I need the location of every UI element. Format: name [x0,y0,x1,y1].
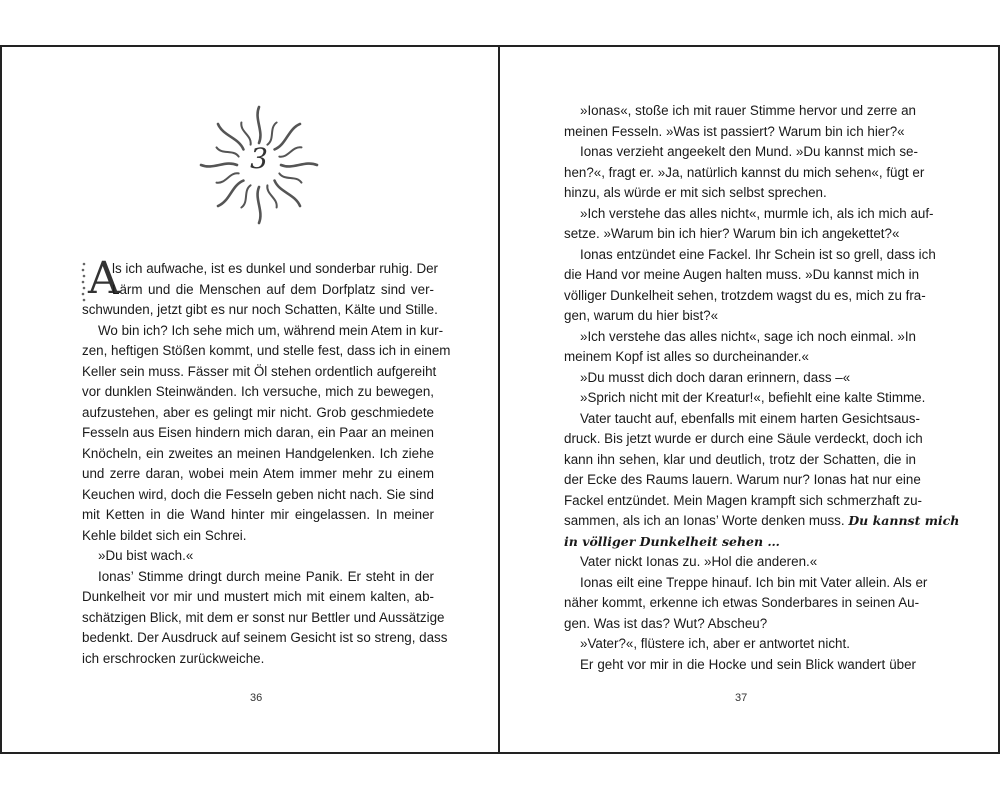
sun-ray [258,187,261,223]
text-line: Ionas entzündet eine Fackel. Ihr Schein ist so grell, dass ich [580,246,936,262]
text-line: »Sprich nicht mit der Kreatur!«, befiehlt eine kalte Stimme. [580,390,926,405]
text-line: Dunkelheit vor mir und mustert mich mit einem kalten, ab- [82,589,434,604]
text-line: setze. »Warum bin ich hier? Warum bin ich angekettet?« [564,226,900,241]
text-line: »Du bist wach.« [98,548,194,563]
text-line: Fackel entzündet. Mein Magen krampft sich schmerzhaft zu- [564,492,922,508]
text-line: schwunden, jetzt gibt es nur noch Schatten, Kälte und Stille. [82,302,438,317]
chapter-ornament [196,104,322,226]
text-line: Vater nickt Ionas zu. »Hol die anderen.« [580,554,818,569]
sun-ray [275,181,300,206]
text-line: Er geht vor mir in die Hocke und sein Blick wandert über [580,656,916,672]
text-line: sammen, als ich an Ionas’ Worte denken muss. Du kannst mich [564,513,960,528]
text-line: »Du musst dich doch daran erinnern, dass –« [580,369,851,385]
text-line: Wo bin ich? Ich sehe mich um, während mein Atem in kur- [98,322,444,338]
text-line: mit Ketten in die Wand hinter mir eingelassen. In meiner [82,507,434,522]
right-page-text [564,101,960,675]
page-gutter [498,45,500,753]
text-line: gen. Was ist das? Wut? Abscheu? [564,615,768,631]
sun-ray [267,185,276,207]
text-line: hen?«, fragt er. »Ja, natürlich kannst du mich sehen«, fügt er [564,164,925,180]
left-page-text [82,259,451,669]
text-line: hinzu, als würde er mit sich selbst sprechen. [564,185,827,200]
text-line: Vater taucht auf, ebenfalls mit einem harten Gesichtsaus- [580,410,920,426]
text-line: kann ihn sehen, klar und deutlich, trotz der Schatten, die in [564,451,916,467]
text-line: der Ecke des Raums lauern. Warum nur? Ionas hat nur eine [564,472,921,487]
italic-phrase: Du kannst mich [848,513,960,528]
text-line: völliger Dunkelheit sehen, trotzdem wagst du es, mich zu fra- [564,287,926,303]
text-line: näher kommt, erkenne ich etwas Sonderbares in seinen Au- [564,595,920,610]
text-line: meinen Fesseln. »Was ist passiert? Warum bin ich hier?« [564,123,905,139]
text-line: Ionas’ Stimme dringt durch meine Panik. Er steht in der [98,568,434,584]
text-line: »Ionas«, stoße ich mit rauer Stimme hervor und zerre an [580,103,916,118]
text-line: Keuchen wird, doch die Fesseln geben nicht nach. Sie sind [82,486,434,502]
text-line: Fesseln aus Eisen hindern mich daran, ein Paar an meinen [82,425,434,440]
page-border-left [0,45,2,753]
text-line: druck. Bis jetzt wurde er durch eine Säule verdeckt, doch ich [564,431,923,446]
text-line: Ionas eilt eine Treppe hinauf. Ich bin mit Vater allein. Als er [580,574,928,590]
text-line: Lärm und die Menschen auf dem Dorfplatz sind ver- [112,281,434,297]
text-line: gen, warum du hier bist?« [564,308,719,323]
text-line: »Vater?«, flüstere ich, aber er antwortet nicht. [580,636,850,651]
text-line: die Hand vor meine Augen halten muss. »Du kannst mich in [564,267,920,282]
text-line: ich erschrocken zurückweiche. [82,650,265,666]
text-line [564,532,916,553]
sun-ray [258,107,261,143]
sun-ray [218,181,243,206]
text-line: schätzigen Blick, mit dem er sonst nur Bettler und Aussätzige [82,609,445,625]
page-number-left: 36 [250,692,263,704]
sun-ray [241,185,250,207]
text-line: Ionas verzieht angeekelt den Mund. »Du kannst mich se- [580,144,918,159]
text-line: und zerre daran, wobei mein Atem immer mehr zu einem [82,466,434,481]
text-line: »Ich verstehe das alles nicht«, murmle ich, als ich mich auf- [580,205,934,221]
text-line: aufzustehen, aber es gelingt mir nicht. Grob geschmiedete [82,404,434,420]
text-line: zen, heftigen Stößen kommt, und stelle fest, dass ich in einem [82,343,451,358]
chapter-number: 3 [250,142,268,175]
text-line: »Ich verstehe das alles nicht«, sage ich noch einmal. »In [580,328,916,344]
page-number-right: 37 [735,692,748,704]
page-border-bottom [0,752,1000,754]
text-line: bedenkt. Der Ausdruck auf seinem Gesicht ist so streng, dass [82,630,448,645]
drop-cap-letter: A [88,253,120,304]
text-line: meinem Kopf ist alles so durcheinander.« [564,349,809,364]
italic-phrase: in völliger Dunkelheit sehen … [564,533,780,549]
text-line: ls ich aufwache, ist es dunkel und sonderbar ruhig. Der [112,261,439,276]
page-border-top [0,45,1000,47]
text-line: Knöcheln, ein zweites an meinen Handgelenken. Ich ziehe [82,445,434,461]
text-line: Keller sein muss. Fässer mit Öl stehen ordentlich aufgereiht [82,363,437,379]
text-line: Kehle bildet sich ein Schrei. [82,527,247,543]
page-border-right [998,45,1000,753]
text-line: vor dunklen Steinwänden. Ich versuche, mich zu bewegen, [82,384,434,399]
